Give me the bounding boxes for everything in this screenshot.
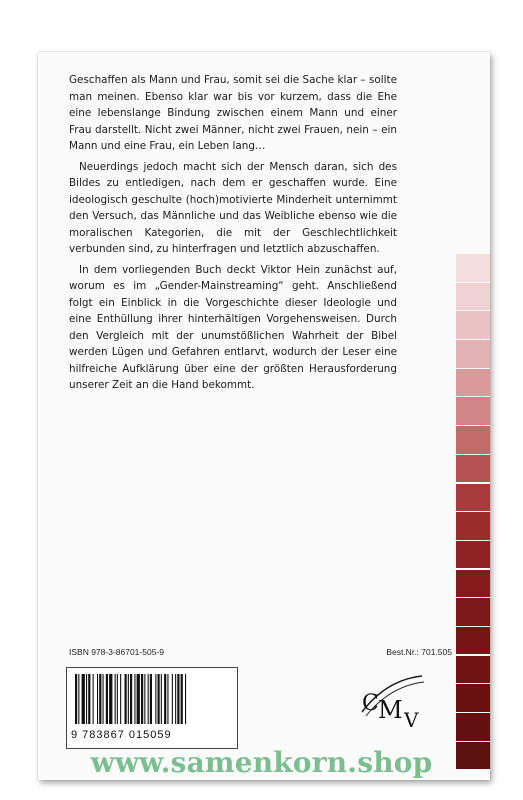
color-stripe (456, 684, 490, 712)
color-stripe (456, 541, 490, 569)
color-stripe (456, 484, 490, 512)
blurb-paragraph-2: Neuerdings jedoch macht sich der Mensch daran, sich des Bildes zu entledigen, nach dem er geschaffen wurde. Eine ideologisch geschulte (hoch)motivierte Minderheit unternimmt den Versuch, das Männliche und das Weibliche ebenso wie die moralischen Kategorien, die mit der Geschlechtlichkeit verbunden sind, zu hinterfragen und letztlich abzuschaffen. (69, 160, 397, 255)
svg-text:C: C (362, 691, 379, 716)
barcode (66, 667, 238, 749)
color-stripe (456, 656, 490, 684)
svg-text:M: M (378, 696, 403, 724)
color-stripe (456, 627, 490, 655)
shop-watermark: www.samenkorn.shop (90, 746, 433, 779)
color-stripe (456, 311, 490, 339)
color-stripe (456, 369, 490, 397)
svg-text:V: V (404, 708, 419, 730)
color-stripe (456, 455, 490, 483)
barcode-number: 9 783867 015059 (71, 729, 172, 741)
color-gradient-stripes (456, 254, 490, 770)
book-back-cover (38, 52, 490, 780)
barcode-bars (73, 674, 231, 728)
color-stripe (456, 426, 490, 454)
blurb-paragraph-3: In dem vorliegenden Buch deckt Viktor Hein zunächst auf, worum es im „Gender-Mainstreaming“ geht. Anschließend folgt ein Einblick in die Vorgeschichte dieser Ideologie und eine Enthüllung ihrer hinterhältigen Vorgehensweisen. Durch den Vergleich mit der unumstößlichen Wahrheit der Bibel werden Lügen und Gefahren entlarvt, wodurch der Leser eine hilfreiche Aufklärung über eine der größten Herausforderung unserer Zeit an die Hand bekommt. (69, 263, 397, 391)
cmv-logo (356, 672, 428, 730)
color-stripe (456, 598, 490, 626)
blurb-text (69, 72, 397, 398)
blurb-paragraph-1: Geschaffen als Mann und Frau, somit sei die Sache klar – sollte man meinen. Ebenso klar war bis vor kurzem, dass die Ehe eine lebenslange Bindung zwischen einem Mann und einer Frau darstellt. Nicht zwei Männer, nicht zwei Frauen, nein – ein Mann und eine Frau, ein Leben lang… (69, 74, 397, 152)
color-stripe (456, 283, 490, 311)
color-stripe (456, 397, 490, 425)
color-stripe (456, 570, 490, 598)
order-number-label: Best.Nr.: 701.505 (386, 647, 452, 657)
color-stripe (456, 254, 490, 282)
color-stripe (456, 713, 490, 741)
color-stripe (456, 512, 490, 540)
color-stripe (456, 340, 490, 368)
isbn-label: ISBN 978-3-86701-505-9 (69, 647, 164, 657)
